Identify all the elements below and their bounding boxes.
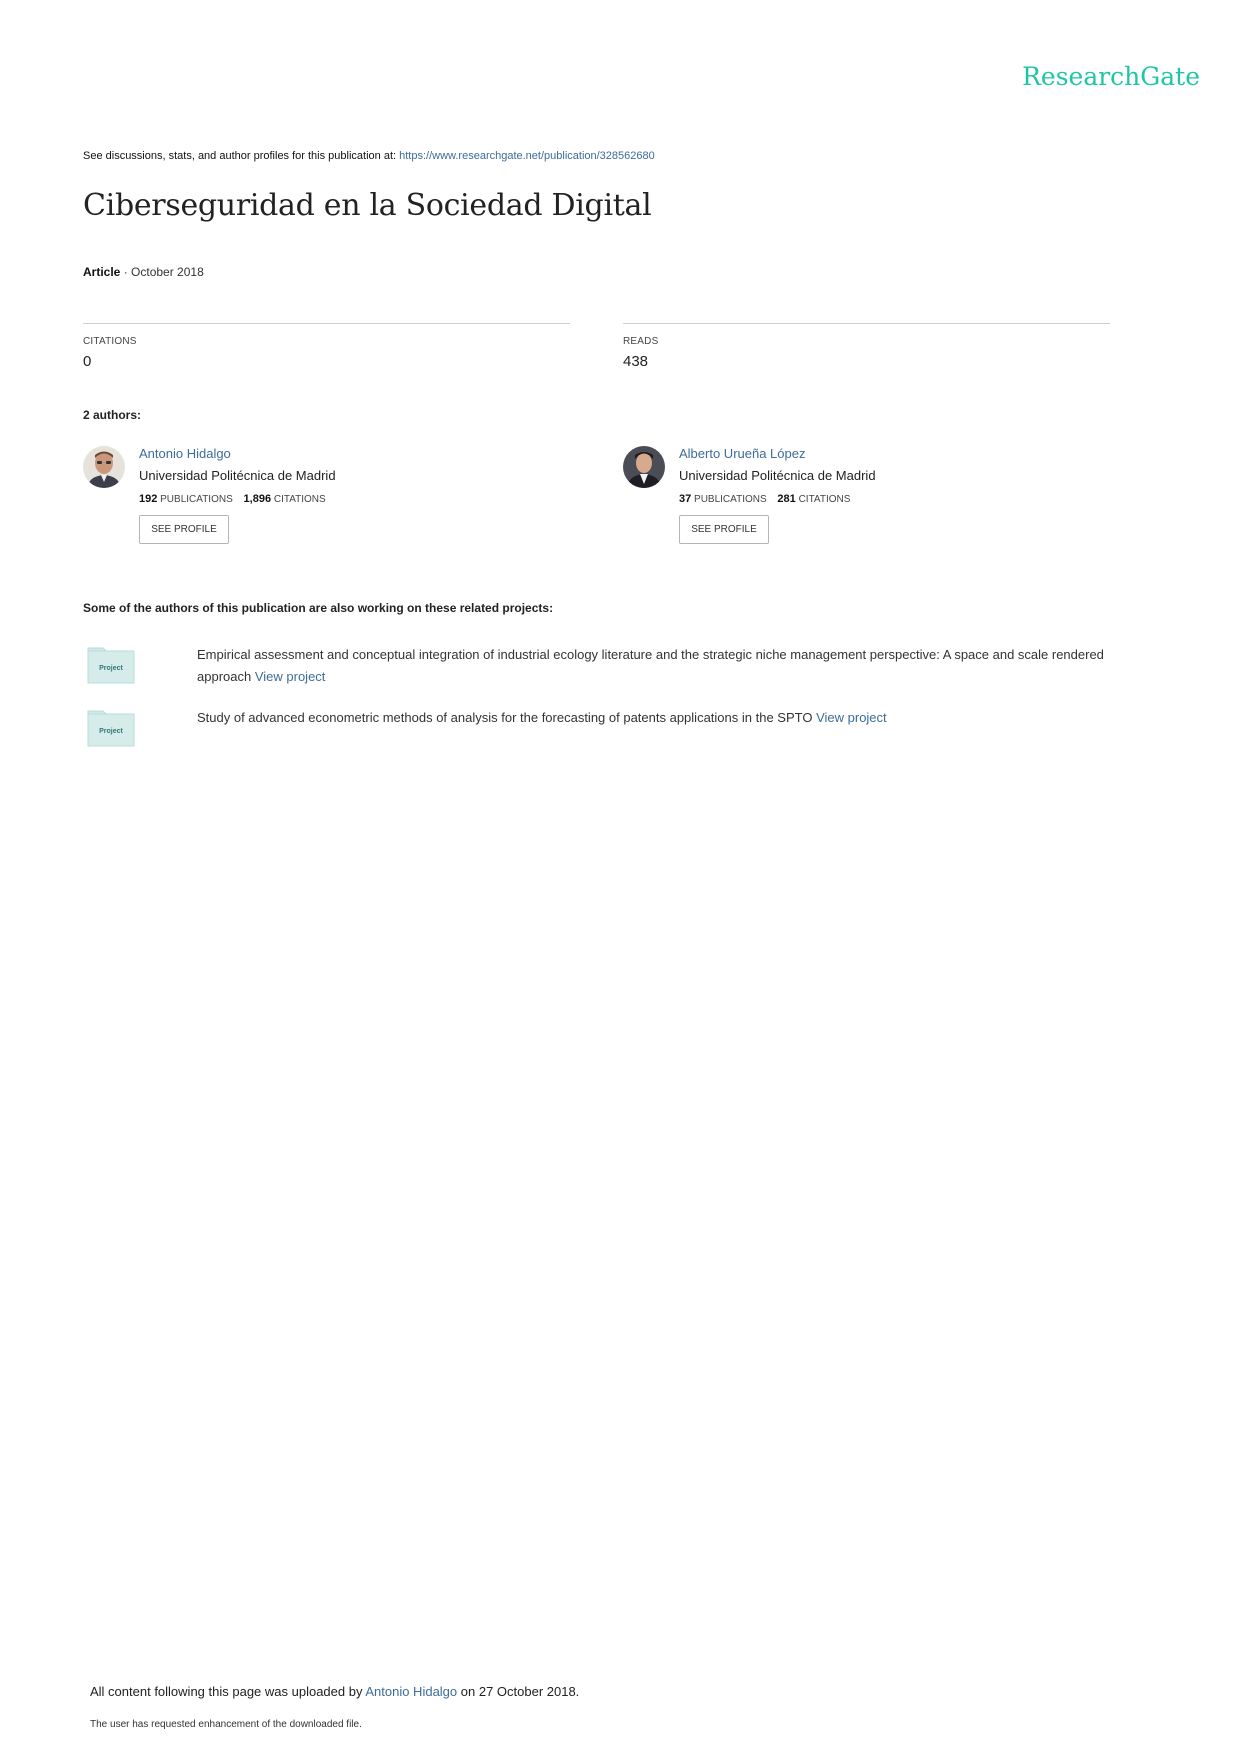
researchgate-logo[interactable]: ResearchGate xyxy=(1022,62,1200,91)
enhancement-note: The user has requested enhancement of the downloaded file. xyxy=(90,1719,362,1730)
project-description xyxy=(197,707,1117,729)
upload-note xyxy=(90,1684,579,1699)
view-project-link[interactable]: View project xyxy=(254,669,326,684)
publication-title: Ciberseguridad en la Sociedad Digital xyxy=(83,188,652,223)
author-institution: Universidad Politécnica de Madrid xyxy=(679,468,876,483)
uploader-link[interactable]: Antonio Hidalgo xyxy=(365,1684,458,1699)
author-citations-count: 281 xyxy=(777,493,796,505)
publication-type: Article xyxy=(83,265,121,279)
author-name-link[interactable]: Antonio Hidalgo xyxy=(139,446,231,461)
related-projects-heading: Some of the authors of this publication are also working on these related projects: xyxy=(83,601,554,615)
see-profile-button[interactable]: SEE PROFILE xyxy=(139,515,229,544)
author-info xyxy=(139,446,559,544)
citations-stat xyxy=(83,323,570,370)
author-avatar[interactable] xyxy=(623,446,665,488)
author-photo-icon xyxy=(623,446,665,488)
view-project-link[interactable]: View project xyxy=(816,710,887,725)
reads-stat xyxy=(623,323,1110,370)
author-info xyxy=(679,446,1099,544)
publication-meta xyxy=(83,265,204,279)
citations-value: 0 xyxy=(83,353,92,370)
author-institution: Universidad Politécnica de Madrid xyxy=(139,468,336,483)
reads-value: 438 xyxy=(623,353,649,370)
publications-count: 192 xyxy=(139,493,158,505)
publication-date: October 2018 xyxy=(131,265,204,279)
upload-prefix: All content following this page was uploaded by xyxy=(90,1684,366,1699)
publications-count: 37 xyxy=(679,493,692,505)
see-discussions-text: See discussions, stats, and author profiles for this publication at: xyxy=(83,150,400,162)
project-icon-label: Project xyxy=(99,665,123,672)
author-stats xyxy=(139,493,559,505)
publications-label: PUBLICATIONS xyxy=(160,494,233,505)
author-name-link[interactable]: Alberto Urueña López xyxy=(679,446,806,461)
publications-label: PUBLICATIONS xyxy=(694,494,767,505)
author-citations-label: CITATIONS xyxy=(273,494,326,505)
reads-label: READS xyxy=(623,336,659,347)
publication-url-link[interactable]: https://www.researchgate.net/publication/328562680 xyxy=(399,150,655,162)
see-discussions-line xyxy=(83,150,655,162)
project-icon-label: Project xyxy=(99,728,123,735)
project-title: Empirical assessment and conceptual integration of industrial ecology literature and the strategic niche management perspective: A space and scale rendered approach xyxy=(197,647,1104,684)
citations-label: CITATIONS xyxy=(83,336,137,347)
author-stats xyxy=(679,493,1099,505)
author-citations-count: 1,896 xyxy=(243,493,272,505)
see-profile-button[interactable]: SEE PROFILE xyxy=(679,515,769,544)
author-photo-icon xyxy=(83,446,125,488)
upload-suffix: on 27 October 2018. xyxy=(457,1684,580,1699)
meta-separator: · xyxy=(120,265,132,279)
project-title: Study of advanced econometric methods of analysis for the forecasting of patents applications in the SPTO xyxy=(197,710,813,725)
project-folder-icon[interactable] xyxy=(87,707,135,747)
author-citations-label: CITATIONS xyxy=(798,494,851,505)
project-folder-icon[interactable] xyxy=(87,644,135,684)
author-avatar[interactable] xyxy=(83,446,125,488)
project-description xyxy=(197,644,1117,688)
authors-heading: 2 authors: xyxy=(83,408,142,422)
